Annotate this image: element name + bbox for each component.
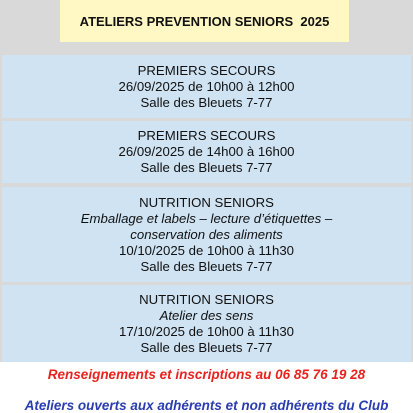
workshop-name: PREMIERS SECOURS (137, 128, 276, 143)
workshop-date: 26/09/2025 de 10h00 à 12h00 (118, 78, 295, 94)
workshop-date: 17/10/2025 de 10h00 à 11h30 (118, 323, 295, 339)
workshop-subtitle: conservation des aliments (130, 226, 283, 242)
workshop-name: NUTRITION SENIORS (139, 194, 274, 210)
workshop-date: 10/10/2025 de 10h00 à 11h30 (118, 242, 295, 258)
workshop-subtitle: Atelier des sens (159, 307, 254, 323)
workshop-card-2 (2, 121, 411, 183)
workshop-card-1 (2, 55, 411, 118)
contact-info: Renseignements et inscriptions au 06 85 76 19 28 (47, 367, 366, 382)
workshop-place: Salle des Bleuets 7-77 (140, 160, 273, 175)
workshop-date: 26/09/2025 de 14h00 à 16h00 (118, 144, 295, 159)
footer-note: Ateliers ouverts aux adhérents et non adhérents du Club (24, 398, 389, 413)
workshop-name: PREMIERS SECOURS (137, 62, 276, 78)
workshop-subtitle: Emballage et labels – lecture d’étiquettes – (80, 210, 333, 226)
workshop-place: Salle des Bleuets 7-77 (140, 258, 273, 274)
workshop-name: NUTRITION SENIORS (139, 291, 274, 307)
workshop-place: Salle des Bleuets 7-77 (140, 94, 273, 110)
workshop-place: Salle des Bleuets 7-77 (140, 339, 273, 355)
workshop-card-3 (2, 187, 411, 282)
workshop-card-4 (2, 285, 411, 362)
page-title: ATELIERS PREVENTION SENIORS 2025 (60, 0, 349, 42)
